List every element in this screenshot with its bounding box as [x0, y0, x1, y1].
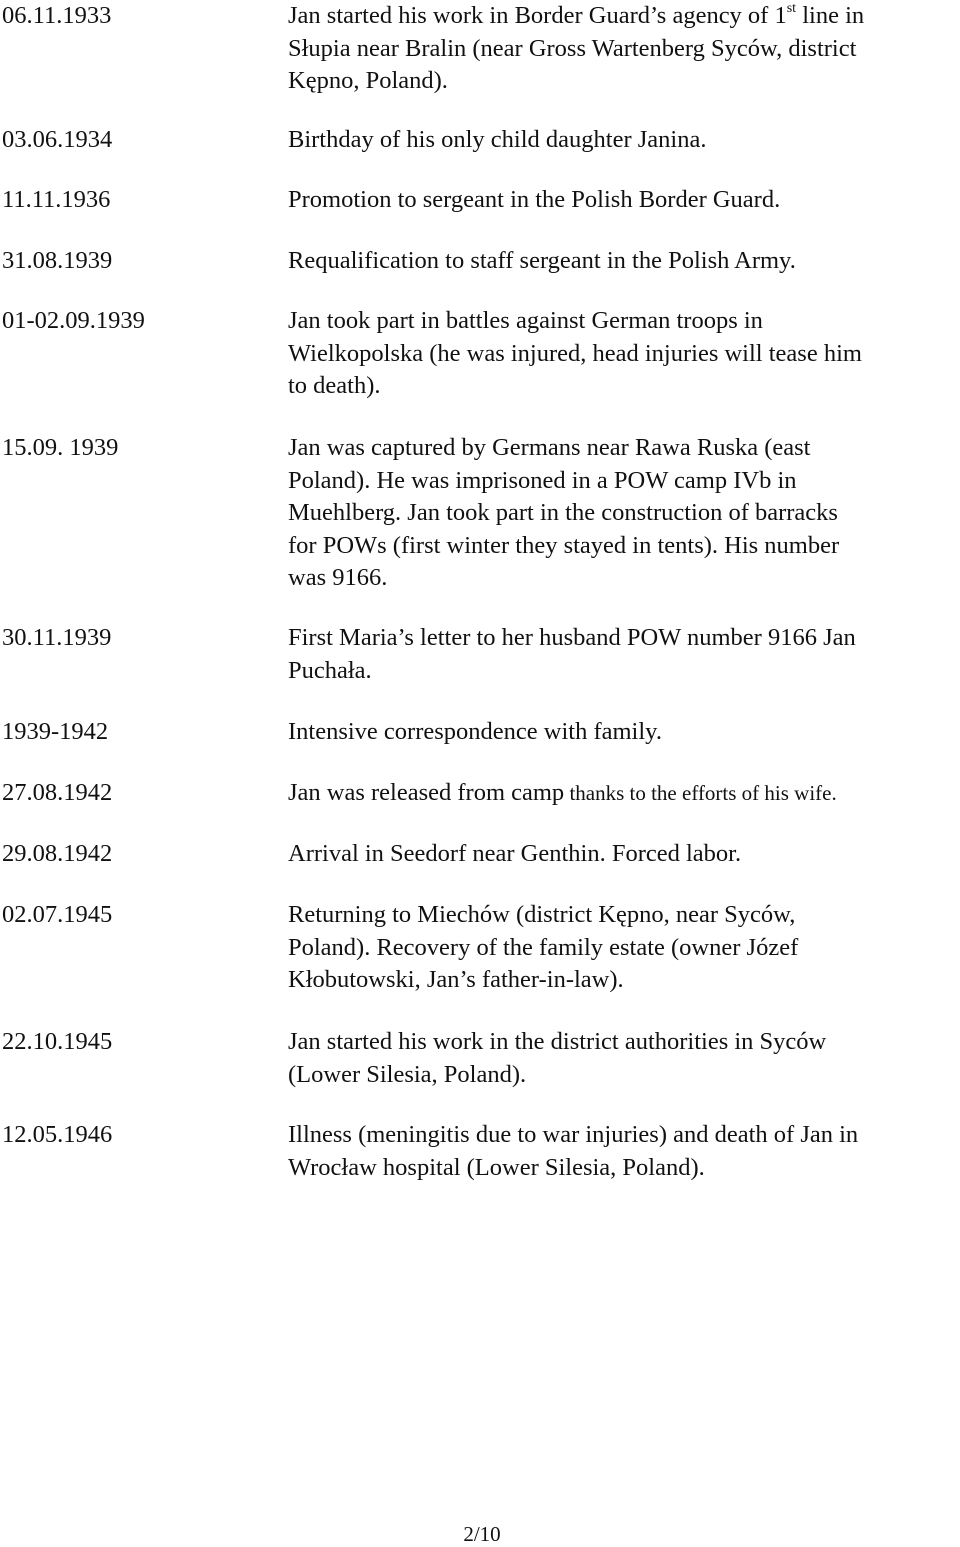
- description-line: Arrival in Seedorf near Genthin. Forced labor.: [288, 840, 742, 867]
- entry-date: 03.06.1934: [2, 126, 113, 153]
- entry-date: 02.07.1945: [2, 901, 113, 928]
- line-text: Jan was released from camp: [288, 779, 565, 806]
- entry-date: 1939-1942: [2, 718, 109, 745]
- entry-date: 31.08.1939: [2, 247, 113, 274]
- entry-description: [288, 622, 956, 687]
- line-text-small: thanks to the efforts of his wife.: [564, 781, 837, 805]
- description-line: Wrocław hospital (Lower Silesia, Poland).: [288, 1153, 705, 1181]
- description-line: Requalification to staff sergeant in the Polish Army.: [288, 247, 796, 274]
- description-line: Poland). He was imprisoned in a POW camp IVb in: [288, 466, 797, 494]
- description-line: to death).: [288, 372, 381, 399]
- entry-description: [288, 432, 956, 595]
- description-line: Returning to Miechów (district Kępno, near Syców,: [288, 901, 796, 928]
- description-line: Jan took part in battles against German troops in: [288, 307, 763, 334]
- entry-description: [288, 838, 956, 871]
- description-line: for POWs (first winter they stayed in tents). His number: [288, 531, 840, 559]
- entry-description: [288, 777, 956, 810]
- entry-date: 11.11.1936: [2, 186, 111, 213]
- entry-description: [288, 899, 956, 997]
- description-line: Kępno, Poland).: [288, 67, 448, 94]
- description-line: Słupia near Bralin (near Gross Wartenberg Syców, district: [288, 34, 857, 62]
- entry-date: 30.11.1939: [2, 624, 112, 651]
- description-line: Puchała.: [288, 656, 372, 684]
- description-line: Kłobutowski, Jan’s father-in-law).: [288, 966, 624, 993]
- description-line: [288, 0, 956, 33]
- description-line: (Lower Silesia, Poland).: [288, 1060, 527, 1088]
- entry-description: [288, 1026, 956, 1091]
- entry-description: [288, 184, 956, 217]
- line-text: line in: [796, 2, 865, 29]
- line-text: Jan started his work in Border Guard’s agency of 1: [288, 2, 787, 29]
- entry-date: 15.09. 1939: [2, 434, 119, 461]
- description-line: Jan started his work in the district authorities in Syców: [288, 1028, 827, 1055]
- description-line: [288, 777, 956, 810]
- entry-date: 29.08.1942: [2, 840, 113, 867]
- description-line: Jan was captured by Germans near Rawa Ruska (east: [288, 434, 811, 461]
- description-line: Illness (meningitis due to war injuries) and death of Jan in: [288, 1121, 859, 1148]
- entry-date: 06.11.1933: [2, 2, 112, 29]
- entry-date: 27.08.1942: [2, 779, 113, 806]
- description-line: Muehlberg. Jan took part in the construction of barracks: [288, 499, 838, 526]
- description-line: Poland). Recovery of the family estate (owner Józef: [288, 933, 799, 961]
- description-line: Intensive correspondence with family.: [288, 718, 662, 745]
- entry-date: 12.05.1946: [2, 1121, 113, 1148]
- description-line: Wielkopolska (he was injured, head injuries will tease him: [288, 339, 862, 367]
- entry-description: [288, 245, 956, 278]
- page-footer: [0, 1522, 960, 1546]
- entry-description: [288, 716, 956, 749]
- description-line: was 9166.: [288, 564, 388, 591]
- entry-date: 01-02.09.1939: [2, 307, 145, 334]
- description-line: Promotion to sergeant in the Polish Border Guard.: [288, 186, 781, 213]
- entry-description: [288, 1119, 956, 1184]
- page-number: 2/10: [463, 1522, 501, 1546]
- entry-description: [288, 0, 956, 98]
- description-line: First Maria’s letter to her husband POW number 9166 Jan: [288, 624, 856, 651]
- entry-description: [288, 305, 956, 403]
- entry-date: 22.10.1945: [2, 1028, 113, 1055]
- superscript: st: [786, 1, 797, 16]
- entry-description: [288, 124, 956, 157]
- description-line: Birthday of his only child daughter Janina.: [288, 126, 707, 153]
